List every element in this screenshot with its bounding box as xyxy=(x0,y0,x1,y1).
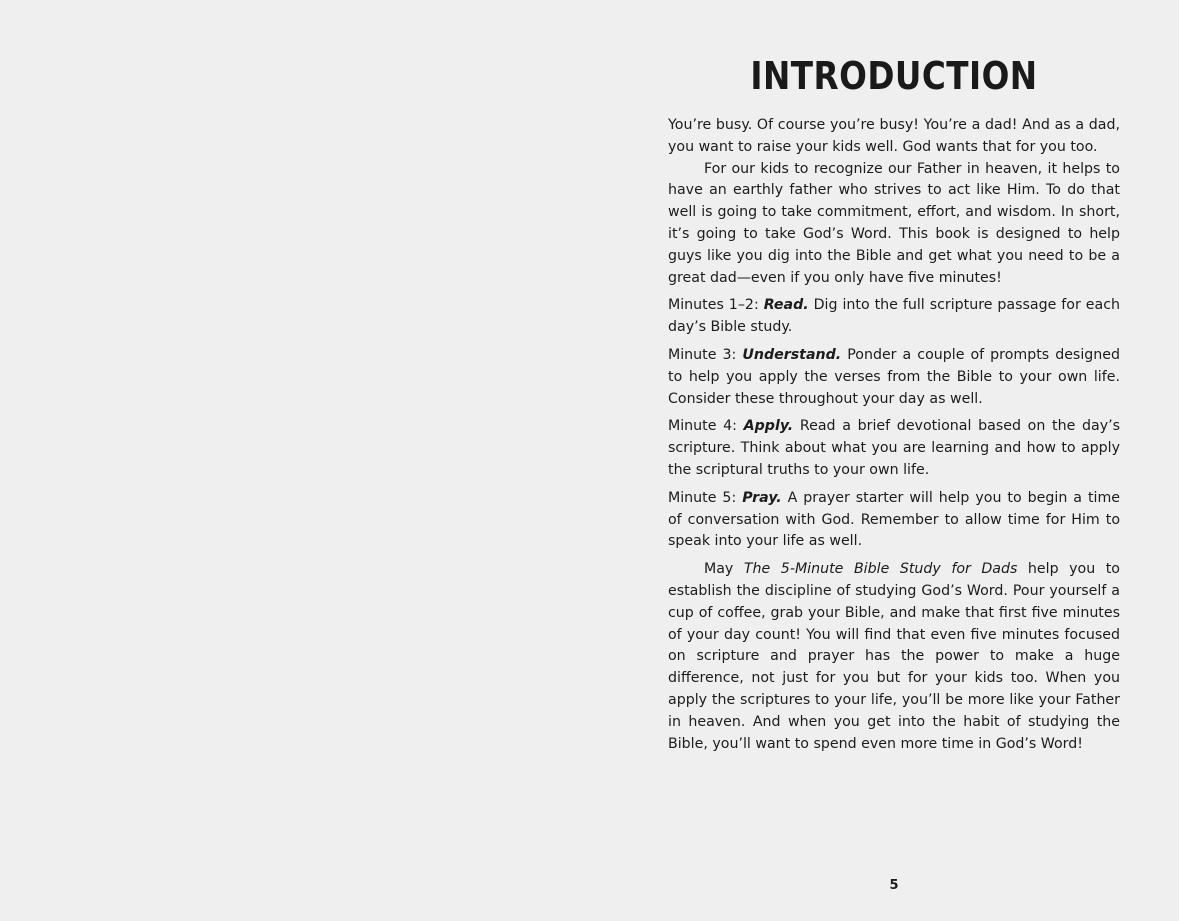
page-number: 5 xyxy=(889,878,899,893)
understand-term: Understand. xyxy=(742,346,842,363)
pray-term: Pray. xyxy=(742,489,782,506)
paragraph-read xyxy=(668,295,1120,339)
understand-text: Ponder a couple of prompts designed to help you apply the verses from the Bible to your own life. Consider these throughout your day as well. xyxy=(668,346,1120,407)
closing-lead: May xyxy=(704,561,744,578)
pray-prefix: Minute 5: xyxy=(668,489,743,506)
read-prefix: Minutes 1–2: xyxy=(668,297,764,314)
paragraph-closing xyxy=(668,559,1120,755)
read-text: Dig into the full scripture passage for each day’s Bible study. xyxy=(668,297,1120,336)
understand-prefix: Minute 3: xyxy=(668,346,743,363)
right-page xyxy=(589,0,1179,921)
body-text xyxy=(668,115,1120,755)
apply-term: Apply. xyxy=(743,418,794,435)
apply-prefix: Minute 4: xyxy=(668,418,744,435)
paragraph-apply xyxy=(668,416,1120,481)
left-page-blank xyxy=(0,0,589,921)
paragraph-understand xyxy=(668,345,1120,410)
apply-text: Read a brief devotional based on the day’s scripture. Think about what you are learning and how to apply the scriptural truths to your own life. xyxy=(668,418,1120,478)
read-term: Read. xyxy=(763,297,809,314)
paragraph-intro: You’re busy. Of course you’re busy! You’re a dad! And as a dad, you want to raise your kids well. God wants that for you too. xyxy=(668,117,1120,155)
page-title: INTRODUCTION xyxy=(750,54,1038,98)
closing-text: help you to establish the discipline of studying God’s Word. Pour yourself a cup of coffee, grab your Bible, and make that first five minutes of your day count! You will find that even five minutes focused on scripture and prayer has the power to make a huge difference, not just for you but for your kids too. When you apply the scriptures to your life, you’ll be more like your Father in heaven. And when you get into the habit of studying the Bible, you’ll want to spend even more time in God’s Word! xyxy=(668,561,1120,752)
paragraph-pray xyxy=(668,488,1120,553)
paragraph-father: For our kids to recognize our Father in heaven, it helps to have an earthly father who strives to act like Him. To do that well is going to take commitment, effort, and wisdom. In short, it’s going to take God’s Word. This book is designed to help guys like you dig into the Bible and get what you need to be a great dad—even if you only have five minutes! xyxy=(668,160,1120,286)
closing-book-title: The 5-Minute Bible Study for Dads xyxy=(743,561,1018,578)
pray-text: A prayer starter will help you to begin a time of conversation with God. Remember to allow time for Him to speak into your life as well. xyxy=(668,489,1120,550)
